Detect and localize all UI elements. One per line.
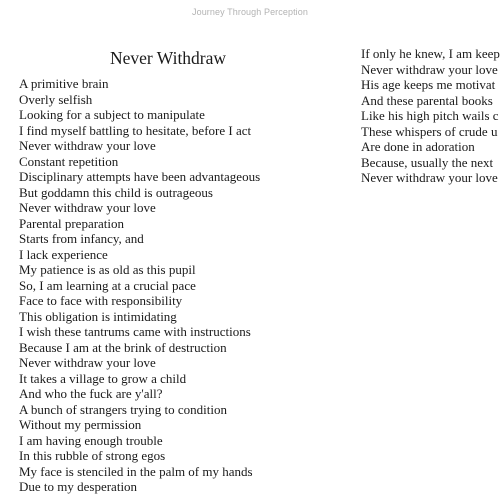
poem-line: Without my permission <box>19 417 142 432</box>
poem-line: Because I am at the brink of destruction <box>19 339 227 355</box>
poem-line: But goddamn this child is outrageous <box>19 184 213 200</box>
poem-line: My face is stenciled in the palm of my hands <box>19 463 253 479</box>
poem-line: This obligation is intimidating <box>19 308 177 324</box>
poem-column-right <box>361 46 500 186</box>
poem-line: Parental preparation <box>19 215 125 231</box>
poem-line: I wish these tantrums came with instructions <box>19 324 251 339</box>
poem-line: Never withdraw your love <box>361 61 498 77</box>
poem-line: Starts from infancy, and <box>19 231 144 246</box>
poem-line: I find myself battling to hesitate, before I act <box>19 122 252 138</box>
poem-line: Are done in adoration <box>361 139 475 154</box>
poem-title: Never Withdraw <box>109 48 227 68</box>
poem-line: A bunch of strangers trying to condition <box>19 401 227 417</box>
poem-line: I am having enough trouble <box>19 432 163 448</box>
poem-line: Due to my desperation <box>19 479 138 494</box>
poem-line: Never withdraw your love <box>19 355 156 370</box>
poem-line: Never withdraw your love <box>19 138 156 153</box>
poem-line: Like his high pitch wails c <box>361 108 499 123</box>
poem-line: In this rubble of strong egos <box>19 448 166 463</box>
poem-line: I lack experience <box>19 246 108 262</box>
poem-line: A primitive brain <box>19 76 109 91</box>
poem-line: And these parental books <box>361 92 493 108</box>
poem-line: These whispers of crude u <box>361 123 498 139</box>
poem-line: Face to face with responsibility <box>19 293 183 308</box>
poem-line: Disciplinary attempts have been advantageous <box>19 169 261 184</box>
poem-line: Overly selfish <box>19 91 93 107</box>
poem-line: His age keeps me motivat <box>361 77 496 92</box>
poem-line: And who the fuck are y'all? <box>19 386 163 401</box>
poem-line: My patience is as old as this pupil <box>19 262 196 277</box>
poem-line: Never withdraw your love <box>19 200 156 215</box>
poem-lines-left <box>19 76 339 495</box>
poem-line: If only he knew, I am keep <box>361 46 500 61</box>
running-header: Journey Through Perception <box>191 7 308 17</box>
poem-line: Never withdraw your love <box>361 170 498 185</box>
poem-line: It takes a village to grow a child <box>19 370 187 386</box>
poem-line: So, I am learning at a crucial pace <box>19 277 196 293</box>
poem-column-left <box>19 48 339 495</box>
poem-line: Constant repetition <box>19 153 119 169</box>
poem-line: Because, usually the next <box>361 154 494 170</box>
poem-line: Looking for a subject to manipulate <box>19 107 205 122</box>
